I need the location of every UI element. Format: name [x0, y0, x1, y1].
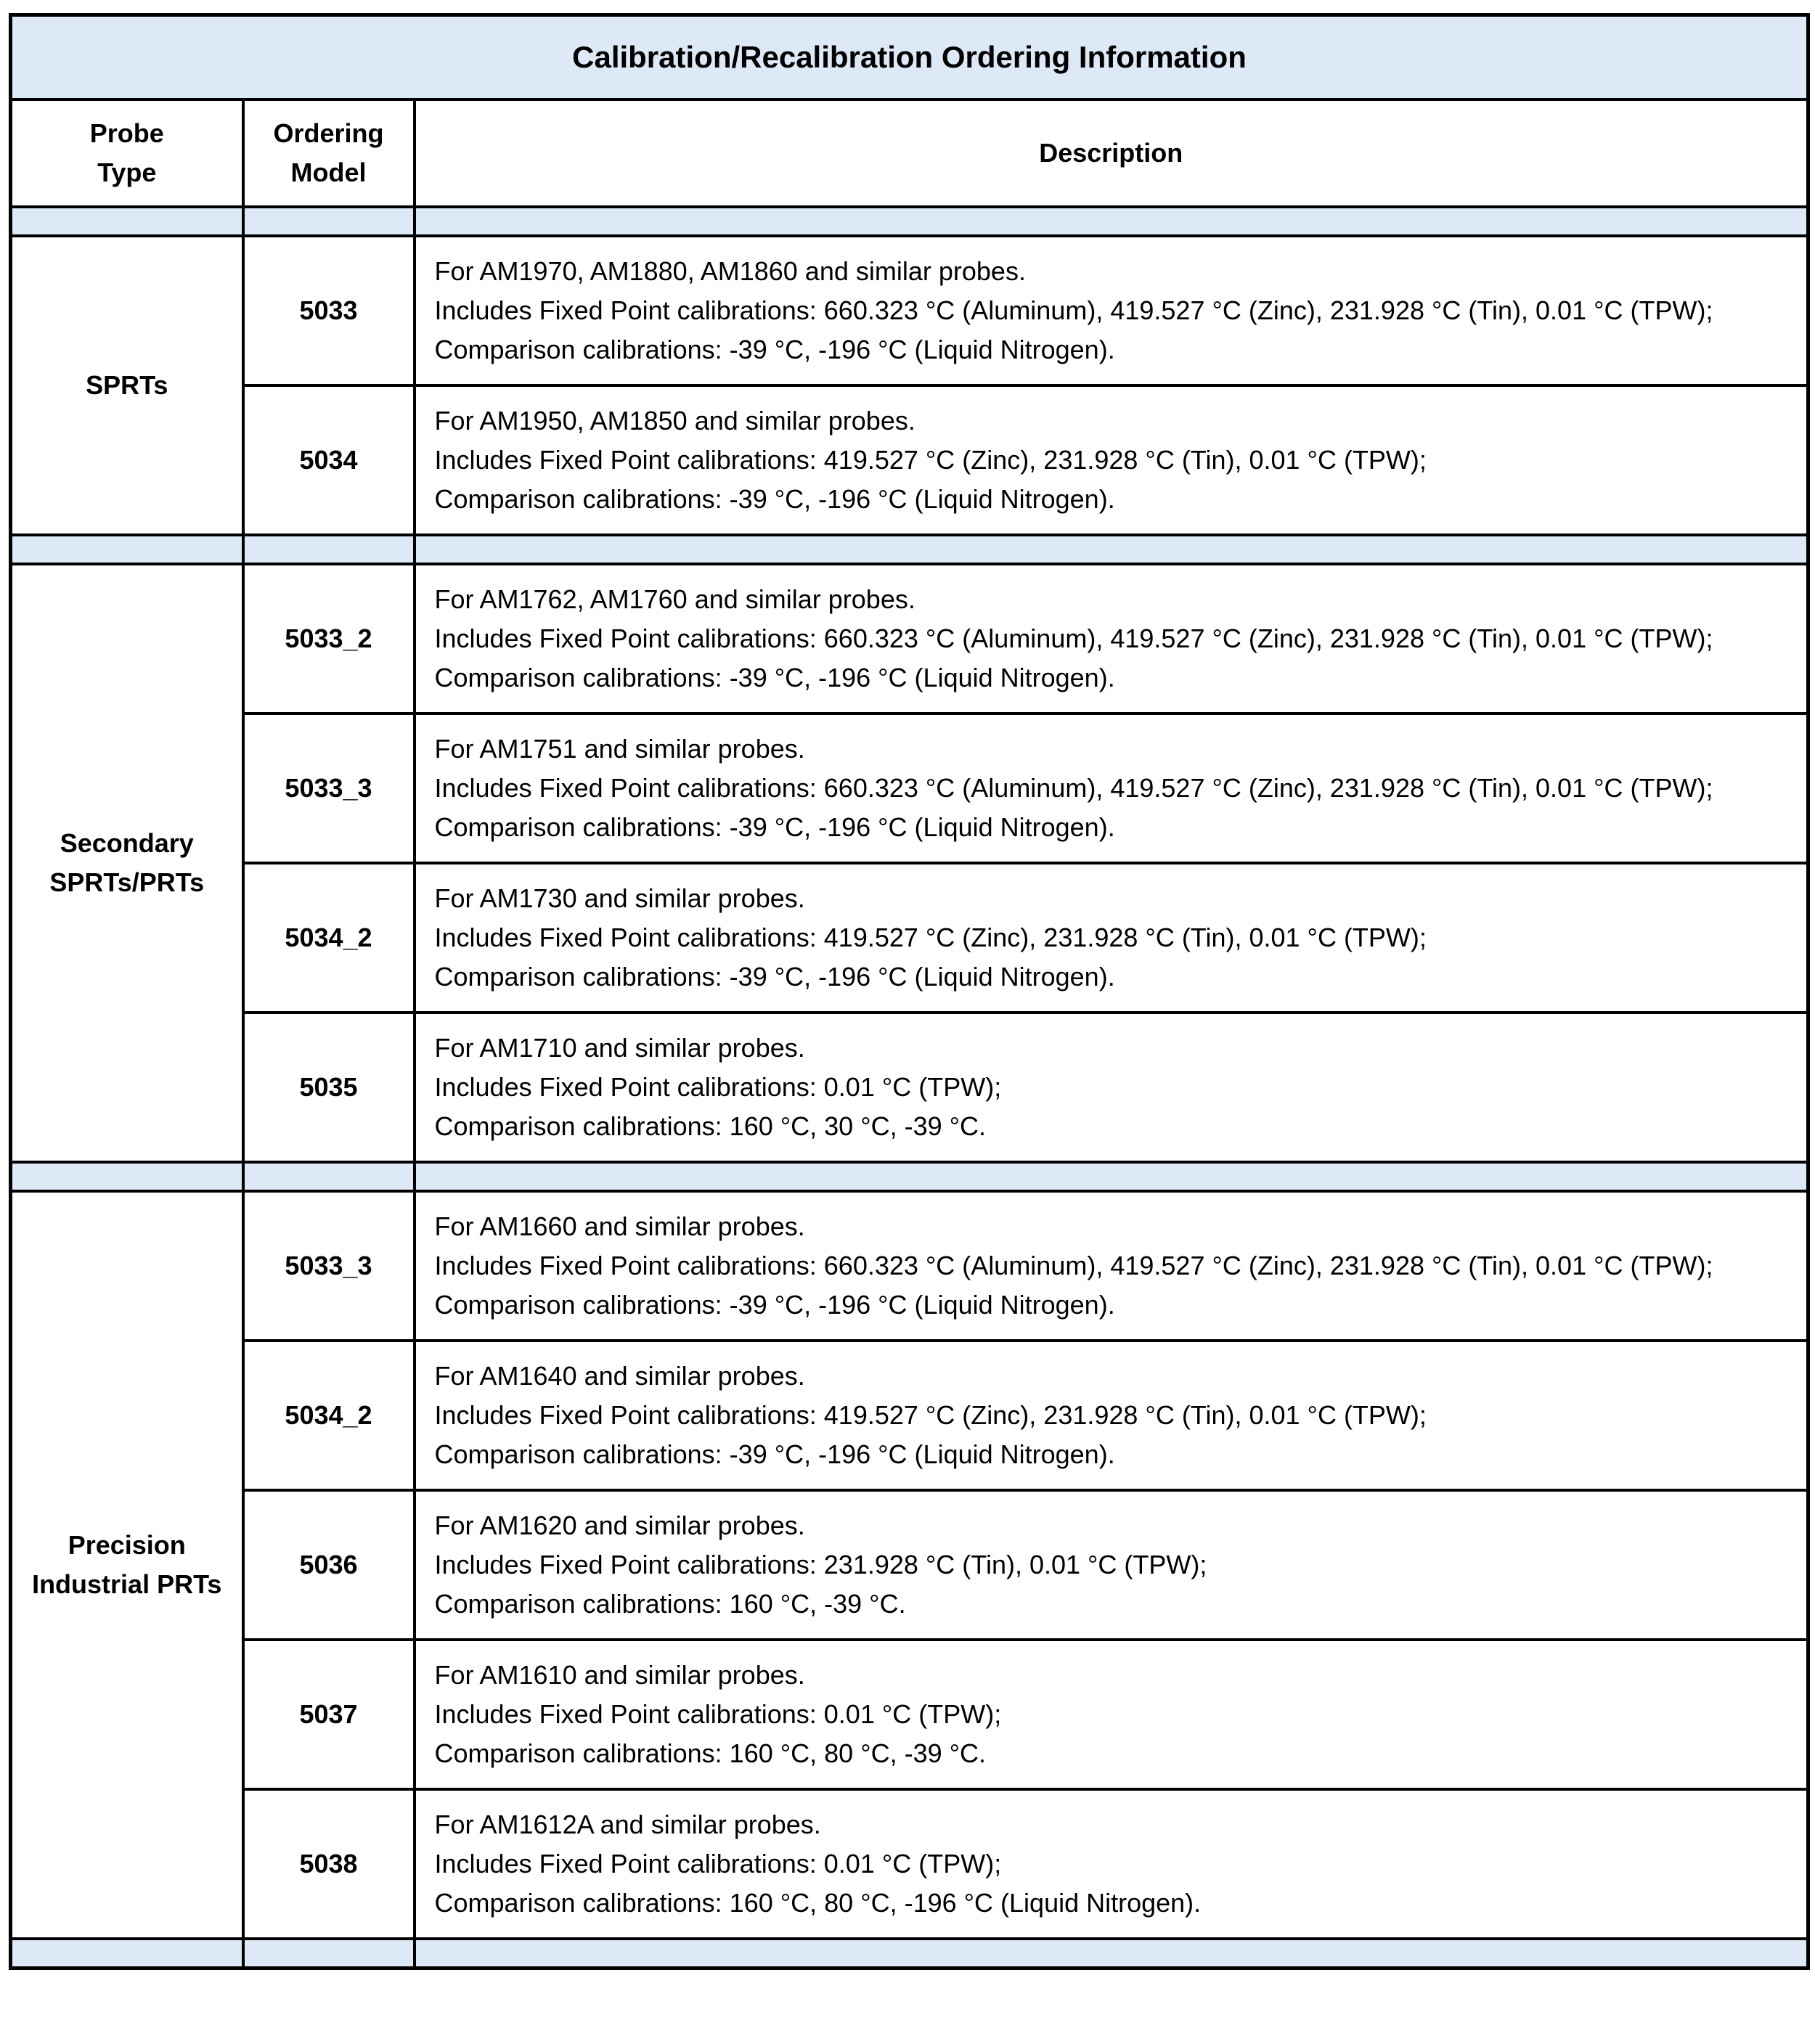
description-line: For AM1970, AM1880, AM1860 and similar probes.	[434, 256, 1026, 286]
description-line: Comparison calibrations: 160 °C, 80 °C, -39 °C.	[434, 1738, 987, 1768]
ordering-model-cell: 5035	[243, 1013, 415, 1162]
probe-type-line2: SPRTs/PRTs	[49, 867, 205, 897]
separator-cell	[415, 1162, 1808, 1191]
description-cell	[415, 863, 1808, 1013]
ordering-model-cell: 5033_2	[243, 564, 415, 714]
ordering-model-cell: 5036	[243, 1490, 415, 1640]
description-cell	[415, 1640, 1808, 1789]
description-line: Includes Fixed Point calibrations: 419.527 °C (Zinc), 231.928 °C (Tin), 0.01 °C (TPW);	[434, 1400, 1427, 1430]
description-line: For AM1751 and similar probes.	[434, 734, 805, 764]
description-line: Comparison calibrations: -39 °C, -196 °C (Liquid Nitrogen).	[434, 812, 1115, 842]
description-line: For AM1710 and similar probes.	[434, 1033, 805, 1063]
probe-type-cell	[11, 564, 243, 1162]
description-line: Comparison calibrations: -39 °C, -196 °C (Liquid Nitrogen).	[434, 1439, 1115, 1469]
description-line: For AM1660 and similar probes.	[434, 1211, 805, 1241]
separator-cell	[415, 207, 1808, 236]
separator-row	[11, 1939, 1808, 1969]
separator-row	[11, 207, 1808, 236]
ordering-model-cell: 5034_2	[243, 863, 415, 1013]
separator-cell	[243, 1162, 415, 1191]
header-ordering-model	[243, 99, 415, 207]
separator-cell	[243, 535, 415, 564]
ordering-model-cell: 5033_3	[243, 1191, 415, 1341]
title-row	[11, 15, 1808, 100]
ordering-table	[9, 13, 1810, 1970]
description-line: For AM1640 and similar probes.	[434, 1361, 805, 1391]
separator-cell	[415, 535, 1808, 564]
description-line: Includes Fixed Point calibrations: 660.323 °C (Aluminum), 419.527 °C (Zinc), 231.928 °C (Tin), 0.01 °C (TPW);	[434, 1251, 1713, 1280]
description-line: Includes Fixed Point calibrations: 231.928 °C (Tin), 0.01 °C (TPW);	[434, 1550, 1207, 1579]
description-line: For AM1612A and similar probes.	[434, 1810, 821, 1839]
table-title: Calibration/Recalibration Ordering Information	[11, 15, 1808, 100]
header-row	[11, 99, 1808, 207]
description-cell	[415, 385, 1808, 535]
description-cell	[415, 1013, 1808, 1162]
description-line: Includes Fixed Point calibrations: 0.01 °C (TPW);	[434, 1072, 1002, 1102]
table-row	[11, 1341, 1808, 1490]
separator-row	[11, 1162, 1808, 1191]
ordering-model-cell: 5033_3	[243, 714, 415, 863]
description-line: Comparison calibrations: 160 °C, 80 °C, -196 °C (Liquid Nitrogen).	[434, 1888, 1202, 1918]
table-row	[11, 236, 1808, 385]
description-line: Comparison calibrations: -39 °C, -196 °C (Liquid Nitrogen).	[434, 663, 1115, 692]
description-cell	[415, 1490, 1808, 1640]
description-line: Comparison calibrations: -39 °C, -196 °C (Liquid Nitrogen).	[434, 1290, 1115, 1320]
description-line: Includes Fixed Point calibrations: 660.323 °C (Aluminum), 419.527 °C (Zinc), 231.928 °C (Tin), 0.01 °C (TPW);	[434, 773, 1713, 803]
header-probe-type-line2: Type	[97, 158, 157, 187]
description-line: Includes Fixed Point calibrations: 660.323 °C (Aluminum), 419.527 °C (Zinc), 231.928 °C (Tin), 0.01 °C (TPW);	[434, 295, 1713, 325]
table-body	[11, 207, 1808, 1969]
description-line: Includes Fixed Point calibrations: 660.323 °C (Aluminum), 419.527 °C (Zinc), 231.928 °C (Tin), 0.01 °C (TPW);	[434, 624, 1713, 653]
description-cell	[415, 1341, 1808, 1490]
description-line: For AM1950, AM1850 and similar probes.	[434, 406, 915, 436]
description-line: Includes Fixed Point calibrations: 419.527 °C (Zinc), 231.928 °C (Tin), 0.01 °C (TPW);	[434, 923, 1427, 952]
separator-cell	[11, 535, 243, 564]
description-line: Comparison calibrations: 160 °C, -39 °C.	[434, 1589, 906, 1619]
probe-type-line1: SPRTs	[86, 370, 168, 400]
description-line: Includes Fixed Point calibrations: 0.01 °C (TPW);	[434, 1699, 1002, 1729]
table-row	[11, 385, 1808, 535]
ordering-model-cell: 5034	[243, 385, 415, 535]
header-description: Description	[415, 99, 1808, 207]
separator-cell	[11, 1162, 243, 1191]
description-line: Comparison calibrations: -39 °C, -196 °C (Liquid Nitrogen).	[434, 335, 1115, 364]
ordering-model-cell: 5037	[243, 1640, 415, 1789]
ordering-model-cell: 5034_2	[243, 1341, 415, 1490]
ordering-model-cell: 5038	[243, 1789, 415, 1939]
description-cell	[415, 714, 1808, 863]
description-cell	[415, 564, 1808, 714]
ordering-model-cell: 5033	[243, 236, 415, 385]
description-line: For AM1730 and similar probes.	[434, 883, 805, 913]
table-row	[11, 1191, 1808, 1341]
description-line: Comparison calibrations: -39 °C, -196 °C (Liquid Nitrogen).	[434, 484, 1115, 514]
probe-type-line1: Secondary	[60, 828, 194, 858]
table-row	[11, 1490, 1808, 1640]
description-line: For AM1610 and similar probes.	[434, 1660, 805, 1690]
description-line: For AM1762, AM1760 and similar probes.	[434, 584, 915, 614]
description-line: Includes Fixed Point calibrations: 0.01 °C (TPW);	[434, 1849, 1002, 1879]
header-model-line2: Model	[290, 158, 367, 187]
description-line: For AM1620 and similar probes.	[434, 1510, 805, 1540]
separator-cell	[11, 1939, 243, 1969]
description-line: Includes Fixed Point calibrations: 419.527 °C (Zinc), 231.928 °C (Tin), 0.01 °C (TPW);	[434, 445, 1427, 475]
table-row	[11, 714, 1808, 863]
probe-type-line1: Precision	[68, 1530, 186, 1560]
description-cell	[415, 1789, 1808, 1939]
separator-row	[11, 535, 1808, 564]
separator-cell	[11, 207, 243, 236]
table-row	[11, 564, 1808, 714]
separator-cell	[243, 207, 415, 236]
header-probe-type	[11, 99, 243, 207]
description-line: Comparison calibrations: 160 °C, 30 °C, -39 °C.	[434, 1111, 987, 1141]
table-row	[11, 1789, 1808, 1939]
separator-cell	[243, 1939, 415, 1969]
table-row	[11, 1013, 1808, 1162]
table-row	[11, 1640, 1808, 1789]
header-model-line1: Ordering	[273, 118, 384, 148]
description-cell	[415, 1191, 1808, 1341]
probe-type-cell	[11, 1191, 243, 1939]
description-line: Comparison calibrations: -39 °C, -196 °C (Liquid Nitrogen).	[434, 962, 1115, 992]
separator-cell	[415, 1939, 1808, 1969]
header-probe-type-line1: Probe	[89, 118, 164, 148]
probe-type-line2: Industrial PRTs	[32, 1569, 222, 1599]
table-row	[11, 863, 1808, 1013]
description-cell	[415, 236, 1808, 385]
probe-type-cell	[11, 236, 243, 535]
